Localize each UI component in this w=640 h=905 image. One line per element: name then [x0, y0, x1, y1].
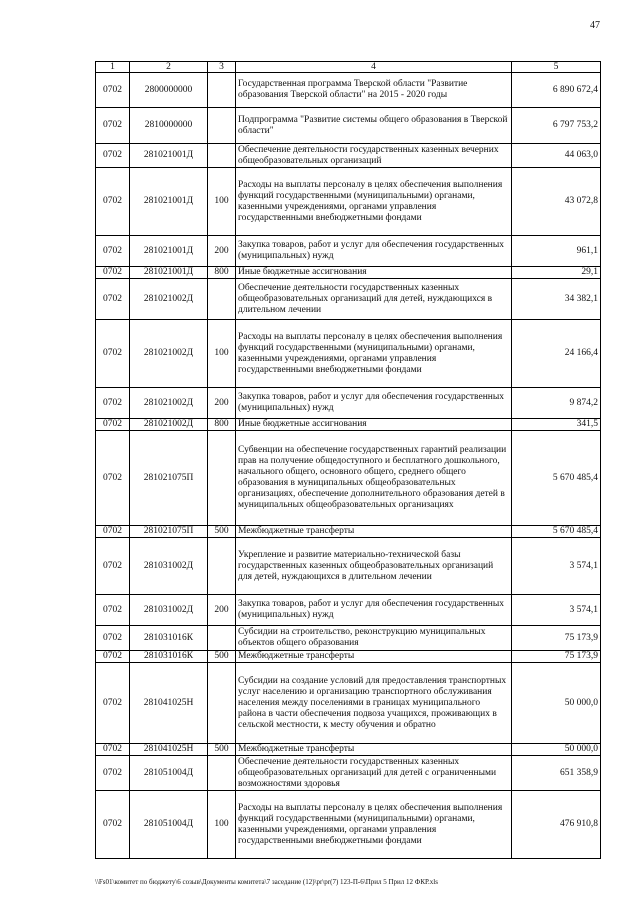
cell-amount: 50 000,0: [512, 663, 601, 744]
cell-target: 2810000000: [130, 108, 208, 144]
cell-target: 281021075П: [130, 526, 208, 538]
cell-amount: 961,1: [512, 236, 601, 267]
cell-amount: 34 382,1: [512, 279, 601, 320]
cell-section: 0702: [96, 419, 130, 431]
cell-type: [208, 538, 236, 595]
cell-target: 281021001Д: [130, 168, 208, 236]
cell-section: 0702: [96, 431, 130, 526]
cell-name: Расходы на выплаты персоналу в целях обеспечения выполнения функций государственными (муниципальными) органами, казенными учреждениями, органами управления государственными внебюджетными фондами: [236, 791, 512, 859]
cell-name: Закупка товаров, работ и услуг для обеспечения государственных (муниципальных) нужд: [236, 595, 512, 626]
table-body: [96, 73, 601, 859]
cell-section: 0702: [96, 320, 130, 388]
table-row: [96, 663, 601, 744]
cell-target: 281021002Д: [130, 320, 208, 388]
cell-type: 100: [208, 168, 236, 236]
table-row: [96, 756, 601, 791]
cell-section: 0702: [96, 756, 130, 791]
budget-table: [95, 61, 601, 859]
cell-amount: 29,1: [512, 267, 601, 279]
cell-name: Расходы на выплаты персоналу в целях обеспечения выполнения функций государственными (муниципальными) органами, казенными учреждениями, органами управления государственными внебюджетными фондами: [236, 320, 512, 388]
table-row: [96, 626, 601, 651]
cell-amount: 6 890 672,4: [512, 73, 601, 108]
cell-name: Подпрограмма "Развитие системы общего образования в Тверской области": [236, 108, 512, 144]
table-row: [96, 419, 601, 431]
cell-section: 0702: [96, 144, 130, 168]
cell-name: Иные бюджетные ассигнования: [236, 419, 512, 431]
cell-type: [208, 431, 236, 526]
cell-type: [208, 73, 236, 108]
table-row: [96, 651, 601, 663]
cell-target: 281051004Д: [130, 756, 208, 791]
cell-target: 281021001Д: [130, 236, 208, 267]
cell-amount: 75 173,9: [512, 626, 601, 651]
table-row: [96, 73, 601, 108]
cell-type: [208, 279, 236, 320]
cell-amount: 44 063,0: [512, 144, 601, 168]
cell-name: Субвенции на обеспечение государственных гарантий реализации прав на получение общедоступного и бесплатного дошкольного, начального общего, основного общего, среднего общего образования в муниципальных общеобразовательных организациях, обеспечение дополнительного образования детей в муниципальных общеобразовательных организациях: [236, 431, 512, 526]
cell-amount: 43 072,8: [512, 168, 601, 236]
cell-name: Межбюджетные трансферты: [236, 651, 512, 663]
cell-section: 0702: [96, 267, 130, 279]
cell-section: 0702: [96, 73, 130, 108]
cell-section: 0702: [96, 651, 130, 663]
cell-section: 0702: [96, 791, 130, 859]
cell-target: 281021001Д: [130, 144, 208, 168]
cell-target: 281021001Д: [130, 267, 208, 279]
column-header-amount: 5: [512, 62, 601, 73]
column-header-section: 1: [96, 62, 130, 73]
cell-name: Государственная программа Тверской области "Развитие образования Тверской области" на 2015 - 2020 годы: [236, 73, 512, 108]
cell-section: 0702: [96, 236, 130, 267]
cell-target: 281021002Д: [130, 279, 208, 320]
table-row: [96, 144, 601, 168]
table-row: [96, 431, 601, 526]
cell-target: 2800000000: [130, 73, 208, 108]
cell-section: 0702: [96, 279, 130, 320]
cell-amount: 75 173,9: [512, 651, 601, 663]
cell-section: 0702: [96, 388, 130, 419]
cell-amount: 3 574,1: [512, 595, 601, 626]
cell-name: Обеспечение деятельности государственных казенных общеобразовательных организаций для детей, нуждающихся в длительном лечении: [236, 279, 512, 320]
cell-type: [208, 144, 236, 168]
table-row: [96, 538, 601, 595]
cell-type: [208, 756, 236, 791]
cell-section: 0702: [96, 168, 130, 236]
table-row: [96, 744, 601, 756]
table-row: [96, 279, 601, 320]
page-number: 47: [590, 20, 600, 31]
cell-amount: 5 670 485,4: [512, 526, 601, 538]
cell-target: 281021002Д: [130, 388, 208, 419]
cell-type: 200: [208, 388, 236, 419]
cell-amount: 3 574,1: [512, 538, 601, 595]
cell-name: Закупка товаров, работ и услуг для обеспечения государственных (муниципальных) нужд: [236, 388, 512, 419]
cell-type: [208, 663, 236, 744]
cell-target: 281031002Д: [130, 595, 208, 626]
cell-amount: 9 874,2: [512, 388, 601, 419]
cell-type: 800: [208, 419, 236, 431]
cell-name: Субсидии на строительство, реконструкцию муниципальных объектов общего образования: [236, 626, 512, 651]
cell-amount: 651 358,9: [512, 756, 601, 791]
cell-name: Расходы на выплаты персоналу в целях обеспечения выполнения функций государственными (муниципальными) органами, казенными учреждениями, органами управления государственными внебюджетными фондами: [236, 168, 512, 236]
table-row: [96, 595, 601, 626]
cell-type: 500: [208, 526, 236, 538]
cell-type: 100: [208, 320, 236, 388]
cell-target: 281041025Н: [130, 744, 208, 756]
cell-target: 281041025Н: [130, 663, 208, 744]
cell-amount: 341,5: [512, 419, 601, 431]
cell-type: 800: [208, 267, 236, 279]
cell-amount: 6 797 753,2: [512, 108, 601, 144]
table-row: [96, 108, 601, 144]
cell-name: Межбюджетные трансферты: [236, 744, 512, 756]
cell-type: 200: [208, 595, 236, 626]
table-header-row: [96, 62, 601, 73]
table-row: [96, 320, 601, 388]
cell-type: [208, 108, 236, 144]
table-row: [96, 168, 601, 236]
cell-type: 200: [208, 236, 236, 267]
cell-amount: 50 000,0: [512, 744, 601, 756]
table-row: [96, 267, 601, 279]
cell-name: Укрепление и развитие материально-технической базы государственных казенных общеобразовательных организаций для детей, нуждающихся в длительном лечении: [236, 538, 512, 595]
cell-target: 281021075П: [130, 431, 208, 526]
cell-type: 100: [208, 791, 236, 859]
column-header-type: 3: [208, 62, 236, 73]
cell-name: Закупка товаров, работ и услуг для обеспечения государственных (муниципальных) нужд: [236, 236, 512, 267]
footer-file-path: \\Fs01\комитет по бюджету\6 созыв\Документы комитета\7 заседание (12)\pr\pr(7) 123-П-6\Прил 5 Прил 12 ФКР.xls: [95, 878, 438, 886]
cell-amount: 5 670 485,4: [512, 431, 601, 526]
cell-section: 0702: [96, 538, 130, 595]
cell-amount: 476 910,8: [512, 791, 601, 859]
cell-amount: 24 166,4: [512, 320, 601, 388]
cell-type: 500: [208, 744, 236, 756]
cell-section: 0702: [96, 526, 130, 538]
cell-section: 0702: [96, 744, 130, 756]
table-row: [96, 526, 601, 538]
cell-target: 281021002Д: [130, 419, 208, 431]
table-row: [96, 388, 601, 419]
cell-target: 281051004Д: [130, 791, 208, 859]
cell-section: 0702: [96, 108, 130, 144]
cell-name: Обеспечение деятельности государственных казенных вечерних общеобразовательных организаций: [236, 144, 512, 168]
cell-type: [208, 626, 236, 651]
cell-type: 500: [208, 651, 236, 663]
cell-target: 281031016К: [130, 651, 208, 663]
column-header-target: 2: [130, 62, 208, 73]
cell-section: 0702: [96, 626, 130, 651]
cell-target: 281031016К: [130, 626, 208, 651]
table-row: [96, 236, 601, 267]
column-header-name: 4: [236, 62, 512, 73]
cell-name: Обеспечение деятельности государственных казенных общеобразовательных организаций для детей с ограниченными возможностями здоровья: [236, 756, 512, 791]
cell-section: 0702: [96, 663, 130, 744]
cell-section: 0702: [96, 595, 130, 626]
cell-target: 281031002Д: [130, 538, 208, 595]
cell-name: Субсидии на создание условий для предоставления транспортных услуг населению и организацию транспортного обслуживания населения между поселениями в границах муниципального района в части обеспечения подвоза учащихся, проживающих в сельской местности, к месту обучения и обратно: [236, 663, 512, 744]
table-row: [96, 791, 601, 859]
cell-name: Иные бюджетные ассигнования: [236, 267, 512, 279]
cell-name: Межбюджетные трансферты: [236, 526, 512, 538]
